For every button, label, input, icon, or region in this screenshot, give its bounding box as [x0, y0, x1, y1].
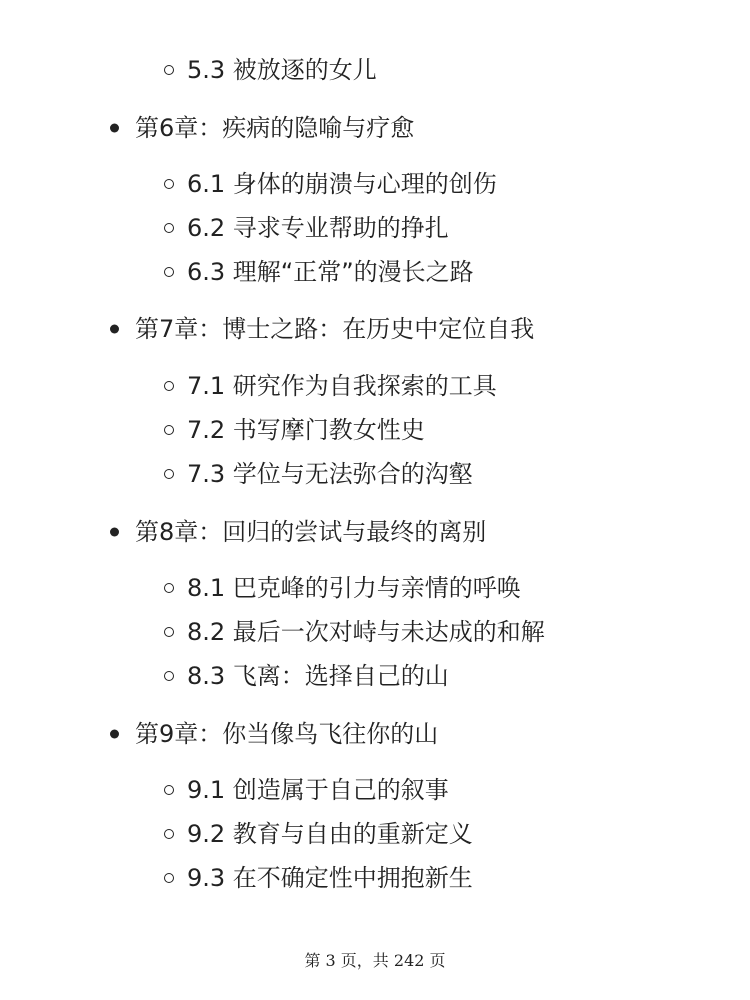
disc-bullet-icon	[110, 730, 119, 739]
circle-bullet-icon	[164, 179, 174, 189]
toc-section-label: 9.3 在不确定性中拥抱新生	[187, 864, 473, 892]
circle-bullet-icon	[164, 425, 174, 435]
toc-section-label: 9.1 创造属于自己的叙事	[187, 776, 449, 804]
toc-section-label: 8.3 飞离：选择自己的山	[187, 662, 449, 690]
circle-bullet-icon	[164, 873, 174, 883]
circle-bullet-icon	[164, 627, 174, 637]
toc-section-8-3	[187, 660, 449, 692]
circle-bullet-icon	[164, 671, 174, 681]
toc-section-6-1	[187, 168, 497, 200]
toc-section-label: 8.1 巴克峰的引力与亲情的呼唤	[187, 574, 521, 602]
toc-section-7-3	[187, 458, 473, 490]
toc-section-6-2	[187, 212, 449, 244]
circle-bullet-icon	[164, 381, 174, 391]
circle-bullet-icon	[164, 829, 174, 839]
circle-bullet-icon	[164, 65, 174, 75]
toc-section-6-3	[187, 256, 474, 288]
circle-bullet-icon	[164, 223, 174, 233]
toc-chapter-label: 第9章：你当像鸟飞往你的山	[135, 720, 439, 748]
toc-section-9-1	[187, 774, 449, 806]
toc-section-9-3	[187, 862, 473, 894]
disc-bullet-icon	[110, 124, 119, 133]
toc-chapter-6	[135, 112, 414, 144]
page-number-footer: 第 3 页，共 242 页	[304, 951, 446, 970]
circle-bullet-icon	[164, 469, 174, 479]
toc-chapter-label: 第7章：博士之路：在历史中定位自我	[135, 315, 535, 343]
toc-section-label: 7.2 书写摩门教女性史	[187, 416, 425, 444]
disc-bullet-icon	[110, 325, 119, 334]
toc-chapter-7	[135, 313, 534, 345]
toc-section-9-2	[187, 818, 473, 850]
toc-section-label: 5.3 被放逐的女儿	[187, 56, 377, 84]
toc-chapter-label: 第6章：疾病的隐喻与疗愈	[135, 114, 415, 142]
toc-section-label: 8.2 最后一次对峙与未达成的和解	[187, 618, 545, 646]
toc-section-7-2	[187, 414, 425, 446]
toc-section-8-2	[187, 616, 545, 648]
toc-section-label: 9.2 教育与自由的重新定义	[187, 820, 473, 848]
toc-section-label: 6.1 身体的崩溃与心理的创伤	[187, 170, 497, 198]
toc-section-8-1	[187, 572, 521, 604]
toc-section-5-3	[187, 54, 377, 86]
toc-section-label: 6.2 寻求专业帮助的挣扎	[187, 214, 449, 242]
toc-section-7-1	[187, 370, 497, 402]
toc-chapter-9	[135, 718, 438, 750]
toc-chapter-label: 第8章：回归的尝试与最终的离别	[135, 518, 487, 546]
toc-section-label: 7.3 学位与无法弥合的沟壑	[187, 460, 473, 488]
circle-bullet-icon	[164, 267, 174, 277]
toc-section-label: 6.3 理解“正常”的漫长之路	[187, 258, 474, 286]
circle-bullet-icon	[164, 583, 174, 593]
disc-bullet-icon	[110, 528, 119, 537]
toc-section-label: 7.1 研究作为自我探索的工具	[187, 372, 497, 400]
circle-bullet-icon	[164, 785, 174, 795]
toc-chapter-8	[135, 516, 486, 548]
